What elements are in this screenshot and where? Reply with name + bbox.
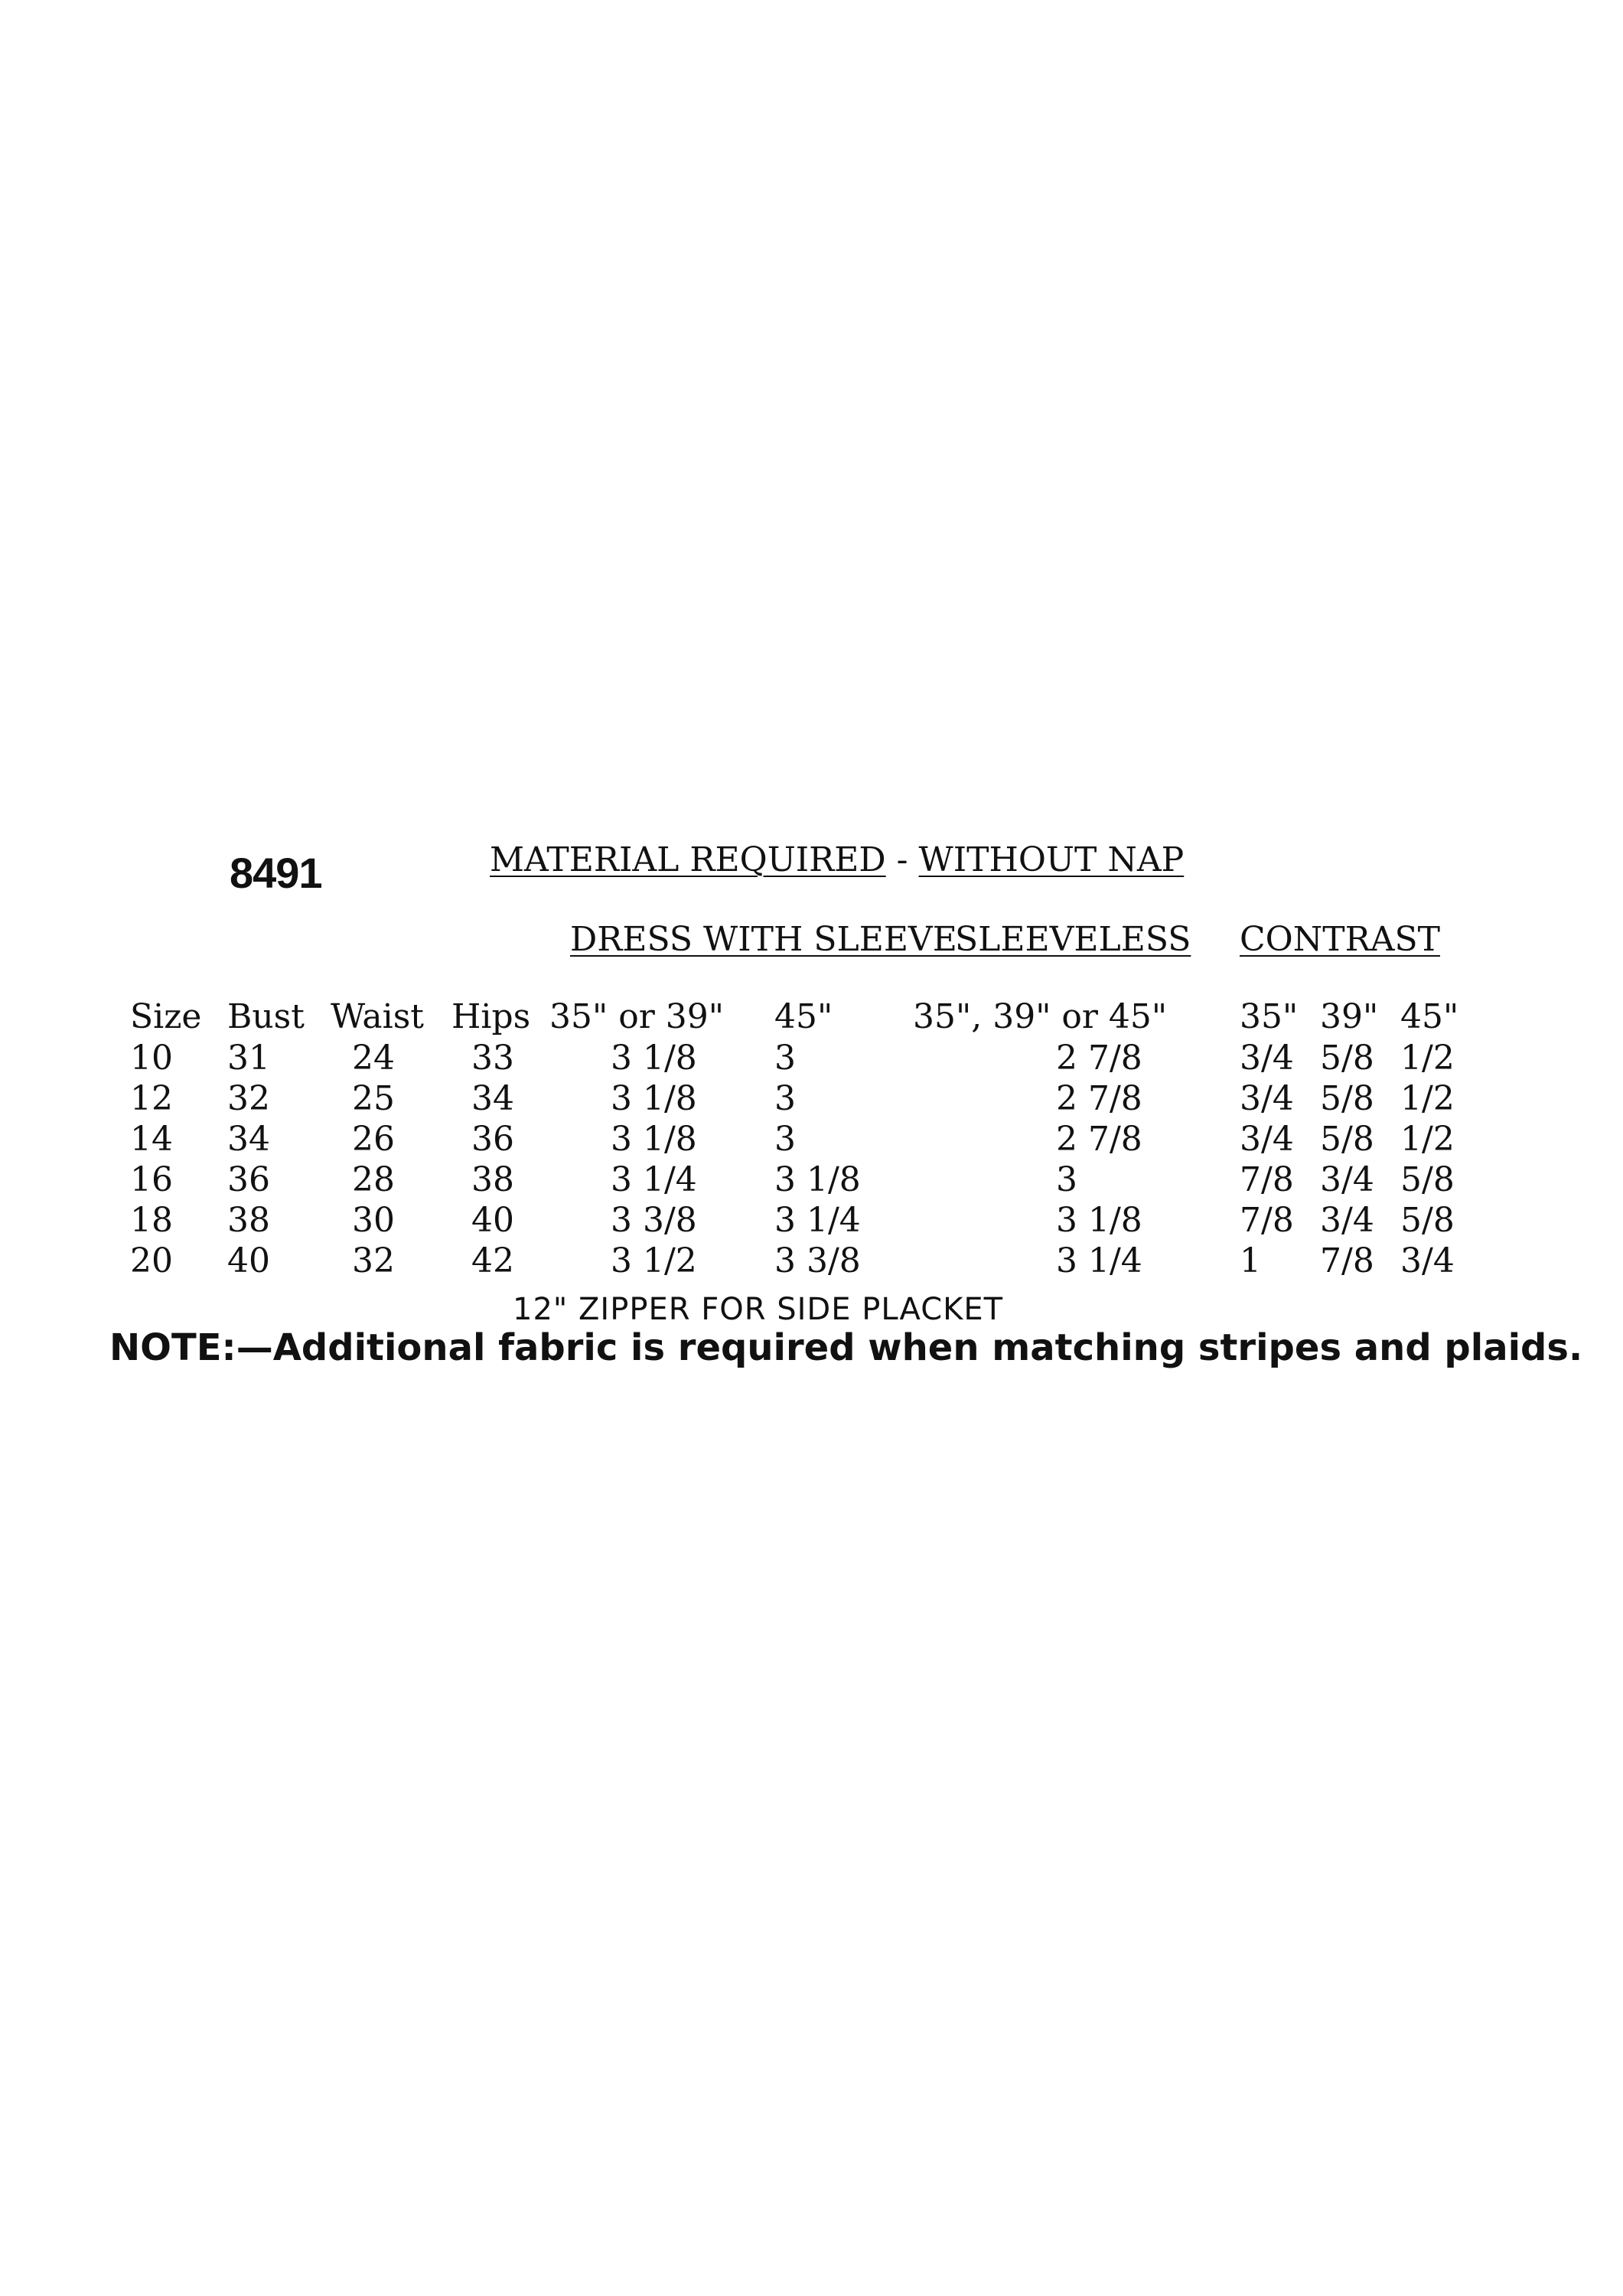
- table-cell-dress-35-39: 3 1/8: [611, 1079, 697, 1118]
- table-cell-waist: 26: [352, 1120, 395, 1159]
- column-header-bust: Bust: [227, 997, 305, 1036]
- table-cell-hips: 36: [471, 1120, 514, 1159]
- table-cell-bust: 31: [227, 1039, 270, 1078]
- table-cell-contrast-45: 1/2: [1400, 1079, 1455, 1118]
- table-cell-waist: 32: [352, 1241, 395, 1280]
- group-contrast: CONTRAST: [1240, 920, 1440, 959]
- table-cell-waist: 30: [352, 1201, 395, 1240]
- column-header-dress-35-39: 35" or 39": [549, 997, 724, 1036]
- title-without-nap: WITHOUT NAP: [918, 840, 1185, 879]
- table-cell-size: 18: [130, 1201, 173, 1240]
- table-cell-waist: 28: [352, 1160, 395, 1199]
- table-cell-sleeveless: 2 7/8: [1056, 1120, 1142, 1159]
- table-cell-size: 10: [130, 1039, 173, 1078]
- table-cell-hips: 34: [471, 1079, 514, 1118]
- table-cell-dress-35-39: 3 3/8: [611, 1201, 697, 1240]
- table-cell-dress-45: 3: [774, 1039, 796, 1078]
- table-cell-contrast-39: 5/8: [1320, 1079, 1374, 1118]
- title-material-required: MATERIAL REQUIRED: [490, 840, 886, 879]
- table-cell-contrast-45: 3/4: [1400, 1241, 1455, 1280]
- column-header-size: Size: [130, 997, 202, 1036]
- table-cell-contrast-45: 1/2: [1400, 1120, 1455, 1159]
- table-cell-bust: 34: [227, 1120, 270, 1159]
- table-cell-contrast-35: 3/4: [1240, 1120, 1294, 1159]
- table-cell-contrast-39: 5/8: [1320, 1039, 1374, 1078]
- table-cell-size: 12: [130, 1079, 173, 1118]
- pattern-number: 8491: [230, 849, 322, 897]
- table-cell-size: 14: [130, 1120, 173, 1159]
- table-cell-contrast-39: 5/8: [1320, 1120, 1374, 1159]
- zipper-note: 12" ZIPPER FOR SIDE PLACKET: [513, 1292, 1004, 1327]
- table-cell-dress-35-39: 3 1/4: [611, 1160, 697, 1199]
- table-cell-bust: 40: [227, 1241, 270, 1280]
- table-cell-hips: 38: [471, 1160, 514, 1199]
- table-cell-dress-35-39: 3 1/8: [611, 1039, 697, 1078]
- table-cell-sleeveless: 3 1/4: [1056, 1241, 1142, 1280]
- table-cell-bust: 32: [227, 1079, 270, 1118]
- table-cell-contrast-35: 3/4: [1240, 1039, 1294, 1078]
- table-cell-dress-35-39: 3 1/8: [611, 1120, 697, 1159]
- group-dress-with-sleeve: DRESS WITH SLEEVE: [570, 920, 957, 959]
- table-cell-dress-45: 3 1/8: [774, 1160, 861, 1199]
- table-cell-hips: 33: [471, 1039, 514, 1078]
- table-cell-contrast-35: 7/8: [1240, 1201, 1294, 1240]
- table-cell-dress-45: 3: [774, 1120, 796, 1159]
- column-header-contrast-45: 45": [1400, 997, 1459, 1036]
- table-cell-dress-45: 3 1/4: [774, 1201, 861, 1240]
- column-header-sleeveless: 35", 39" or 45": [913, 997, 1168, 1036]
- table-cell-contrast-45: 5/8: [1400, 1201, 1455, 1240]
- table-cell-contrast-39: 3/4: [1320, 1201, 1374, 1240]
- table-cell-bust: 38: [227, 1201, 270, 1240]
- title-separator: -: [885, 840, 919, 879]
- table-cell-sleeveless: 3 1/8: [1056, 1201, 1142, 1240]
- table-cell-size: 20: [130, 1241, 173, 1280]
- table-cell-hips: 40: [471, 1201, 514, 1240]
- table-cell-contrast-35: 7/8: [1240, 1160, 1294, 1199]
- column-header-contrast-39: 39": [1320, 997, 1379, 1036]
- table-cell-dress-35-39: 3 1/2: [611, 1241, 697, 1280]
- table-cell-contrast-35: 1: [1240, 1241, 1261, 1280]
- column-header-dress-45: 45": [774, 997, 833, 1036]
- table-cell-dress-45: 3 3/8: [774, 1241, 861, 1280]
- table-cell-waist: 24: [352, 1039, 395, 1078]
- table-cell-dress-45: 3: [774, 1079, 796, 1118]
- material-title: [490, 840, 1184, 879]
- fabric-note: NOTE:—Additional fabric is required when matching stripes and plaids.: [109, 1326, 1583, 1369]
- table-cell-contrast-45: 5/8: [1400, 1160, 1455, 1199]
- column-header-waist: Waist: [331, 997, 424, 1036]
- table-cell-contrast-39: 3/4: [1320, 1160, 1374, 1199]
- table-cell-size: 16: [130, 1160, 173, 1199]
- table-cell-bust: 36: [227, 1160, 270, 1199]
- table-cell-contrast-35: 3/4: [1240, 1079, 1294, 1118]
- column-header-contrast-35: 35": [1240, 997, 1299, 1036]
- table-cell-hips: 42: [471, 1241, 514, 1280]
- table-cell-contrast-39: 7/8: [1320, 1241, 1374, 1280]
- table-cell-sleeveless: 2 7/8: [1056, 1079, 1142, 1118]
- table-cell-sleeveless: 2 7/8: [1056, 1039, 1142, 1078]
- column-header-hips: Hips: [451, 997, 531, 1036]
- table-cell-contrast-45: 1/2: [1400, 1039, 1455, 1078]
- group-sleeveless: SLEEVELESS: [955, 920, 1191, 959]
- table-cell-waist: 25: [352, 1079, 395, 1118]
- table-cell-sleeveless: 3: [1056, 1160, 1077, 1199]
